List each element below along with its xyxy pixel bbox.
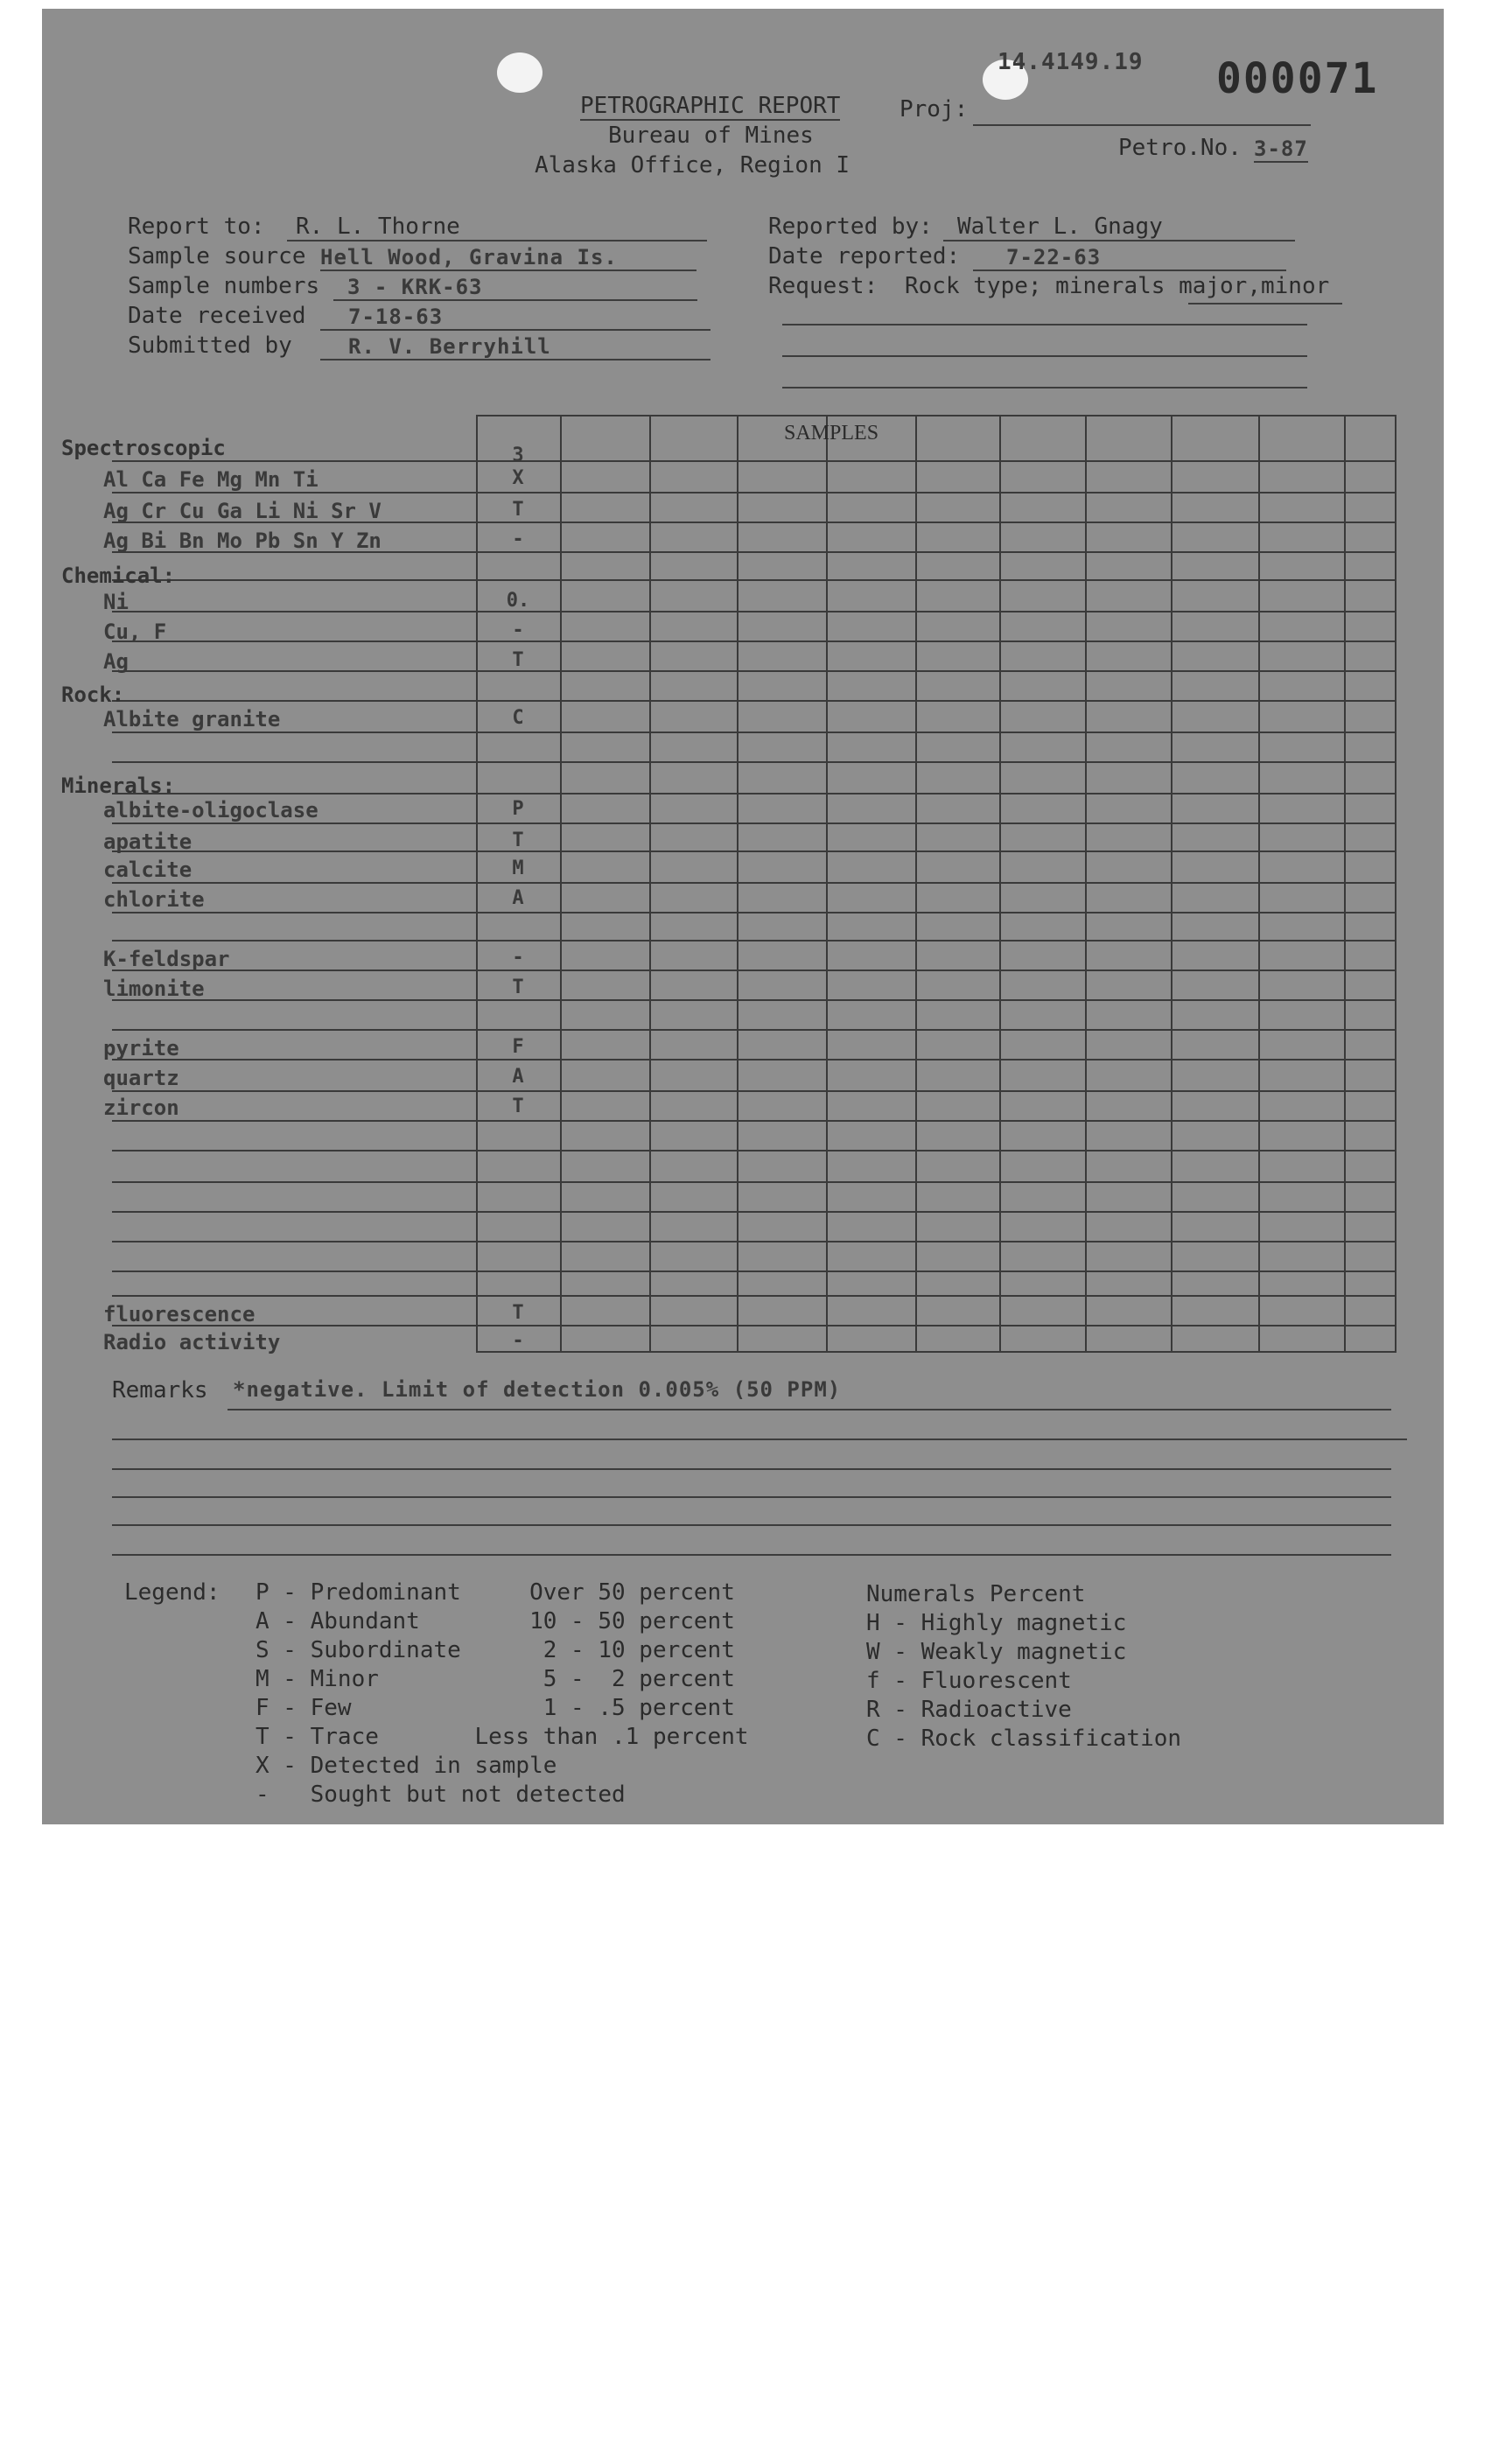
request-label: Request: (768, 273, 878, 299)
table-row-line (112, 912, 1396, 914)
table-row-label: Ag Bi Bn Mo Pb Sn Y Zn (103, 528, 382, 553)
sample-source-field: Hell Wood, Gravina Is. (320, 245, 696, 271)
table-row-label: quartz (103, 1066, 179, 1090)
legend-entry: R - Radioactive (866, 1697, 1072, 1723)
table-row-line (112, 1211, 1396, 1213)
legend-entry: A - Abundant 10 - 50 percent (256, 1608, 735, 1634)
table-row-line (112, 1090, 1396, 1092)
table-column-line (1258, 415, 1260, 1353)
table-column-line (1344, 415, 1346, 1353)
table-row-value: X (512, 467, 524, 489)
org-name: Bureau of Mines (608, 122, 814, 149)
table-row-line (112, 793, 1396, 794)
remarks-line-2 (112, 1438, 1407, 1440)
legend-entry: Numerals Percent (866, 1581, 1086, 1607)
table-column-line (1171, 415, 1172, 1353)
petro-label: Petro.No. (1118, 135, 1242, 161)
table-row-label: Cu, F (103, 620, 167, 644)
request-line-1 (782, 324, 1307, 326)
table-row-label: calcite (103, 858, 192, 882)
petro-number: 3-87 (1254, 136, 1308, 161)
proj-field (973, 96, 1311, 126)
submitted-by-field: R. V. Berryhill (320, 334, 710, 360)
request-line-2 (782, 355, 1307, 357)
remarks-line-3 (112, 1468, 1391, 1470)
request-field: Rock type; minerals major,minor (905, 273, 1330, 299)
table-column-line (737, 415, 738, 1353)
report-title: PETROGRAPHIC REPORT (580, 93, 841, 119)
legend-entry: S - Subordinate 2 - 10 percent (256, 1637, 735, 1663)
date-received-label: Date received (128, 303, 306, 329)
table-row-value: T (512, 830, 524, 851)
table-row-value: P (512, 798, 524, 820)
table-row-line (112, 640, 1396, 642)
legend-entry: F - Few 1 - .5 percent (256, 1695, 735, 1721)
table-row-line (112, 761, 1396, 763)
table-row-label: Radio activity (103, 1330, 281, 1354)
table-row-line (112, 1241, 1396, 1242)
table-column-line (915, 415, 917, 1353)
table-row-label: Ag Cr Cu Ga Li Ni Sr V (103, 499, 382, 523)
table-row-line (112, 999, 1396, 1001)
table-row-value: T (512, 499, 524, 521)
remarks-line-1 (228, 1409, 1391, 1410)
legend-entry: X - Detected in sample (256, 1753, 557, 1779)
category-minerals: Minerals: (61, 774, 176, 798)
table-row-label: chlorite (103, 887, 205, 912)
table-row-label: Ni (103, 590, 129, 614)
sample-numbers-field: 3 - KRK-63 (333, 275, 697, 301)
table-row-value: T (512, 1096, 524, 1117)
remarks-label: Remarks (112, 1377, 208, 1404)
table-row-line (112, 492, 1396, 494)
stamp-number: 000071 (1216, 54, 1379, 103)
reported-by-label: Reported by: (768, 214, 933, 240)
table-row-value: T (512, 1302, 524, 1324)
date-received-field: 7-18-63 (320, 304, 710, 331)
sample-numbers-label: Sample numbers (128, 273, 320, 299)
sample-column-header: 3 (512, 444, 524, 466)
table-column-line (826, 415, 828, 1353)
table-row-value: - (512, 1330, 524, 1352)
submitted-by-label: Submitted by (128, 332, 292, 359)
table-row-value: A (512, 887, 524, 909)
remarks-line-4 (112, 1496, 1391, 1498)
table-row-label: Albite granite (103, 707, 281, 732)
request-underline (1188, 303, 1342, 304)
date-reported-label: Date reported: (768, 243, 961, 270)
table-row-label: limonite (103, 976, 205, 1001)
legend-entry: T - Trace Less than .1 percent (256, 1724, 749, 1750)
table-row-line (112, 940, 1396, 942)
legend-left-column (256, 1578, 749, 1810)
legend-entry: P - Predominant Over 50 percent (256, 1579, 735, 1606)
table-row-line (112, 1120, 1396, 1122)
table-row-label: albite-oligoclase (103, 798, 318, 822)
punch-hole-left (497, 52, 542, 93)
table-row-line (112, 850, 1396, 852)
table-row-value: - (512, 620, 524, 641)
table-row-value: A (512, 1066, 524, 1088)
table-row-value: T (512, 649, 524, 671)
table-row-line (112, 1325, 1396, 1326)
table-row-value: T (512, 976, 524, 998)
report-sheet (42, 9, 1444, 1824)
table-row-value: - (512, 528, 524, 550)
legend-entry: f - Fluorescent (866, 1668, 1072, 1694)
date-reported-field: 7-22-63 (973, 245, 1286, 271)
report-to-field: R. L. Thorne (287, 214, 707, 242)
remarks-line-6 (112, 1554, 1391, 1556)
table-row-line (112, 732, 1396, 733)
table-row-line (112, 1150, 1396, 1152)
org-office: Alaska Office, Region I (535, 152, 850, 178)
table-row-line (112, 700, 1396, 702)
samples-header: SAMPLES (784, 422, 879, 444)
table-row-line (112, 1059, 1396, 1060)
table-row-label: K-feldspar (103, 947, 230, 971)
legend-entry: W - Weakly magnetic (866, 1639, 1127, 1665)
table-row-line (112, 882, 1396, 884)
table-row-label: fluorescence (103, 1302, 256, 1326)
table-row-value: - (512, 947, 524, 969)
table-column-line (649, 415, 651, 1353)
category-rock: Rock: (61, 682, 125, 707)
remarks-text: *negative. Limit of detection 0.005% (50 PPM) (233, 1377, 842, 1402)
table-row-line (112, 611, 1396, 612)
report-to-label: Report to: (128, 214, 265, 240)
table-row-line (112, 970, 1396, 971)
legend-right-column (866, 1580, 1181, 1754)
file-number: 14.4149.19 (998, 49, 1144, 75)
legend-entry: H - Highly magnetic (866, 1610, 1127, 1636)
category-spectroscopic: Spectroscopic (61, 436, 226, 460)
table-row-line (112, 460, 1396, 462)
table-row-line (112, 822, 1396, 824)
table-row-line (112, 670, 1396, 672)
table-column-line (1085, 415, 1087, 1353)
table-row-line (112, 579, 1396, 581)
table-row-label: pyrite (103, 1036, 179, 1060)
table-row-value: F (512, 1036, 524, 1058)
table-column-line (560, 415, 562, 1353)
table-row-label: Al Ca Fe Mg Mn Ti (103, 467, 318, 492)
legend-entry: M - Minor 5 - 2 percent (256, 1666, 735, 1692)
table-row-label: Ag (103, 649, 129, 674)
table-row-line (112, 1295, 1396, 1297)
table-row-value: C (512, 707, 524, 729)
table-column-line (999, 415, 1001, 1353)
table-row-value: M (512, 858, 524, 879)
remarks-line-5 (112, 1524, 1391, 1526)
table-row-label: apatite (103, 830, 192, 854)
table-row-line (112, 1029, 1396, 1031)
table-row-line (112, 1181, 1396, 1183)
legend-entry: C - Rock classification (866, 1726, 1182, 1752)
table-row-line (112, 1270, 1396, 1272)
table-row-label: zircon (103, 1096, 179, 1120)
reported-by-field: Walter L. Gnagy (943, 214, 1295, 242)
request-line-3 (782, 387, 1307, 388)
legend-label: Legend: (124, 1579, 220, 1606)
table-row-value: 0. (506, 590, 530, 612)
proj-label: Proj: (900, 96, 969, 122)
category-chemical: Chemical: (61, 564, 176, 588)
sample-source-label: Sample source (128, 243, 306, 270)
legend-entry: - Sought but not detected (256, 1782, 626, 1808)
